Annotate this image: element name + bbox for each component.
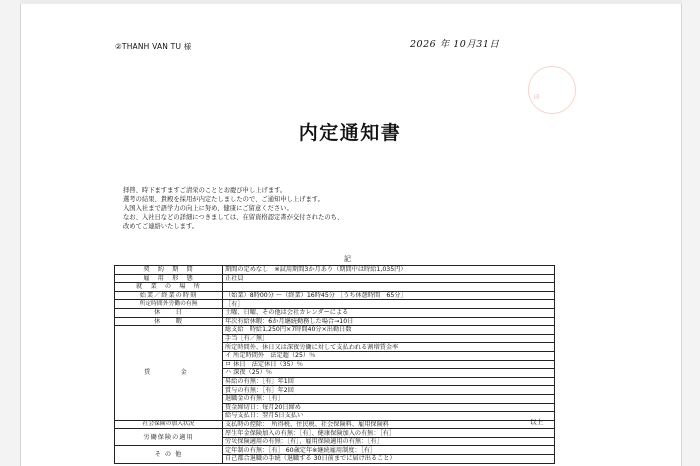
- row-label: 労働保険の適用: [115, 429, 223, 446]
- row-value: （始業）8時00分 ～（終業）16時45分 ［うち休憩時間 65分］: [223, 291, 555, 300]
- row-label: 社会保険の加入状況: [115, 420, 223, 429]
- scan-right-margin: [681, 0, 700, 466]
- closing-mark: 以上: [530, 418, 543, 426]
- row-label: 就 業 の 場 所: [115, 283, 223, 292]
- row-value: 年次有給休暇：6か月継続勤務した場合→10日: [223, 317, 555, 326]
- row-label: 始業／終業の時刻: [115, 291, 223, 300]
- row-value: [223, 283, 555, 292]
- row-value: 賞与の有無：［有］年2回: [223, 386, 555, 395]
- row-value: ハ 深夜（25）％: [223, 369, 555, 378]
- row-label: 休 暇: [115, 317, 223, 326]
- row-value: 昇給の有無：［有］年1回: [223, 377, 555, 386]
- table-row: [115, 420, 555, 429]
- row-value: 正社員: [223, 274, 555, 283]
- row-label: 契 約 期 間: [115, 266, 223, 275]
- scan-top-margin: [20, 0, 682, 4]
- row-label: 休 日: [115, 308, 223, 317]
- greeting-line: 拝啓、時下ますますご清栄のこととお慶び申し上げます。: [123, 187, 287, 194]
- row-value: 退職金の有無：［有］: [223, 394, 555, 403]
- row-label: 賃 金: [115, 326, 223, 421]
- row-value: 支払時の控除： 所得税、住民税、社会保険料、雇用保険料: [223, 420, 555, 429]
- handwritten-date: 2026 年 10月31日: [410, 39, 500, 50]
- row-value: 自己都合退職の手続（退職する 30日前までに届け出ること）: [223, 455, 555, 464]
- row-value: 労災保険適用の有無：［有］、雇用保険適用の有無：［有］: [223, 437, 555, 446]
- row-value: 厚生年金保険加入の有無：［有］、健康保険加入の有無：［有］: [223, 429, 555, 438]
- row-value: 所定時間外、休日又は深夜労働に対して支払われる割増賃金率: [223, 343, 555, 352]
- greeting-line: なお、入社日などの詳細につきましては、在留資格認定書が交付されたのち、: [123, 213, 344, 221]
- row-value: 土曜、日曜、その他は会社カレンダーによる: [223, 308, 555, 317]
- row-value: 定年制の有無：［有］ 60歳定年※継続雇用制度：［有］: [223, 446, 555, 455]
- greeting-line: 改めてご連絡いたします。: [123, 222, 199, 230]
- table-row: [115, 429, 555, 438]
- row-value: 給与支払日：翌月5日支払い: [223, 412, 555, 421]
- scan-left-margin: [0, 0, 21, 466]
- row-value: 賃金締切日：毎月20日締め: [223, 403, 555, 412]
- table-row: [115, 446, 555, 455]
- section-label: 記: [344, 255, 351, 263]
- company-seal-mark: 印: [534, 95, 540, 101]
- row-value: イ 所定時間外 法定超（25）％: [223, 351, 555, 360]
- employment-conditions-table: [114, 265, 555, 464]
- table-row: [115, 283, 555, 292]
- company-seal: [528, 66, 576, 114]
- document-title: 内定通知書: [298, 122, 402, 144]
- row-label: 所定時間外労働の有無: [115, 300, 223, 309]
- greeting-line: 選考の結果、貴殿を採用が内定たしましたので、ご通知申し上げます。: [123, 195, 324, 203]
- greeting-text: [123, 187, 343, 232]
- table-row: [115, 291, 555, 300]
- row-value: 期間の定めなし ※試用期間3か月あり（期間中は時給1,035円）: [223, 266, 555, 275]
- row-value: 総支給 時給1,250円×7時間40分×出勤日数: [223, 326, 555, 335]
- table-row: [115, 326, 555, 335]
- row-value: ロ 休日 法定休日（35）％: [223, 360, 555, 369]
- row-label: 雇 用 形 態: [115, 274, 223, 283]
- row-value: 手当［有／無］: [223, 334, 555, 343]
- row-label: そ の 他: [115, 446, 223, 463]
- addressee: ②THANH VAN TU 様: [115, 42, 192, 51]
- table-row: [115, 317, 555, 326]
- table-row: [115, 308, 555, 317]
- table-row: [115, 300, 555, 309]
- table-row: [115, 266, 555, 275]
- greeting-line: 入国入社まで語学力の向上に努め、健康にご留意ください。: [123, 204, 293, 212]
- table-row: [115, 274, 555, 283]
- row-value: ［有］: [223, 300, 555, 309]
